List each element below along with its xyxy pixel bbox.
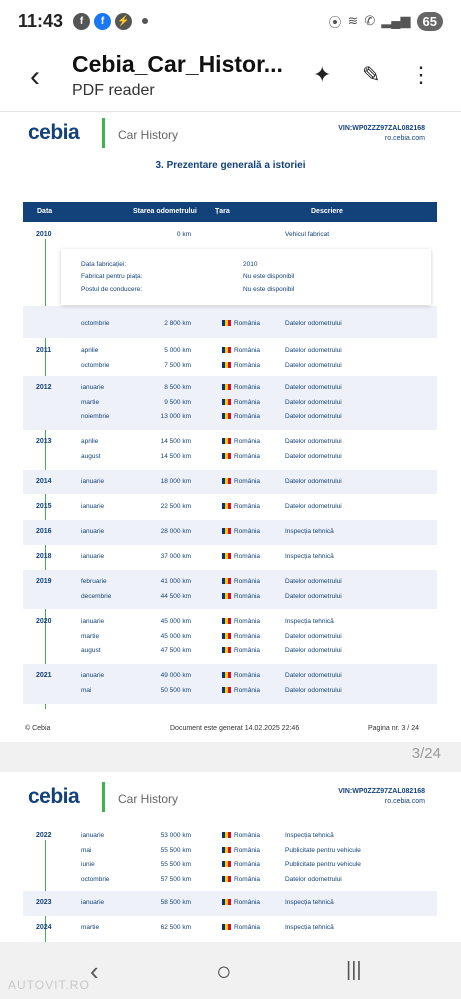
month-value: ianuarie xyxy=(81,384,105,391)
header-date: Data xyxy=(37,208,53,215)
country-value xyxy=(222,899,260,906)
romania-flag-icon xyxy=(222,478,231,484)
app-subtitle: PDF reader xyxy=(72,82,155,99)
country-name: România xyxy=(234,438,261,445)
odometer-value: 44 500 km xyxy=(160,592,191,600)
year-label: 2016 xyxy=(36,528,52,535)
year-label: 2013 xyxy=(36,438,52,445)
country-value xyxy=(222,924,260,931)
month-value: ianuarie xyxy=(81,618,105,625)
popup-value: 2010 xyxy=(243,261,258,268)
description-value: Datelor odometrului xyxy=(285,384,342,391)
table-row xyxy=(23,687,437,701)
description-value: Datelor odometrului xyxy=(285,503,342,510)
year-block xyxy=(23,664,437,704)
pdf-page-4[interactable] xyxy=(0,772,461,942)
table-row xyxy=(23,453,437,467)
year-label: 2015 xyxy=(36,503,52,510)
popup-label: Postul de conducere: xyxy=(81,286,143,293)
odometer-value: 0 km xyxy=(176,231,191,238)
country-value xyxy=(222,384,260,391)
year-label: 2019 xyxy=(36,578,52,585)
country-value xyxy=(222,832,260,839)
romania-flag-icon xyxy=(222,399,231,405)
table-row xyxy=(23,633,437,647)
table-row xyxy=(23,618,437,632)
country-name: România xyxy=(234,528,261,535)
odometer-value: 22 500 km xyxy=(160,503,191,510)
table-row xyxy=(23,231,437,245)
month-value: octombrie xyxy=(81,361,110,369)
odometer-value: 45 000 km xyxy=(160,632,191,640)
notification-app-icon: f xyxy=(73,13,90,30)
description-value: Inspecția tehnică xyxy=(285,618,334,625)
ai-sparkle-icon[interactable]: ✦ xyxy=(313,62,332,87)
country-name: România xyxy=(234,861,261,868)
vin-number: VIN:WP0ZZZ97ZAL082168 xyxy=(338,788,425,795)
country-name: România xyxy=(234,578,261,585)
nav-home-icon[interactable]: ○ xyxy=(216,956,232,986)
table-header xyxy=(23,202,437,222)
country-name: România xyxy=(234,361,261,369)
description-value: Datelor odometrului xyxy=(285,347,342,354)
table-row xyxy=(23,384,437,398)
header-country: Țara xyxy=(215,208,230,215)
description-value: Vehicul fabricat xyxy=(285,231,330,238)
year-block xyxy=(23,338,437,376)
table-row xyxy=(23,593,437,607)
country-value xyxy=(222,861,260,868)
manufacture-info-popup xyxy=(61,249,431,305)
car-history-label: Car History xyxy=(118,128,179,142)
year-block xyxy=(23,609,437,664)
country-name: România xyxy=(234,413,261,420)
year-label: 2018 xyxy=(36,553,52,560)
table-row xyxy=(23,553,437,567)
back-arrow-icon[interactable]: ‹ xyxy=(30,60,40,93)
year-block xyxy=(23,494,437,520)
month-value: ianuarie xyxy=(81,553,105,560)
description-value: Datelor odometrului xyxy=(285,875,342,883)
description-value: Datelor odometrului xyxy=(285,686,342,694)
country-value xyxy=(222,399,260,406)
logo-divider xyxy=(102,782,105,812)
country-value xyxy=(222,503,260,510)
odometer-value: 62 500 km xyxy=(160,924,191,931)
country-name: România xyxy=(234,686,261,694)
country-name: România xyxy=(234,875,261,883)
table-row xyxy=(23,503,437,517)
year-block xyxy=(23,430,437,470)
month-value: august xyxy=(81,452,101,460)
country-name: România xyxy=(234,899,261,906)
odometer-value: 55 500 km xyxy=(160,846,191,854)
romania-flag-icon xyxy=(222,578,231,584)
country-name: România xyxy=(234,672,261,679)
footer-generated: Document este generat 14.02.2025 22:46 xyxy=(170,725,300,732)
romania-flag-icon xyxy=(222,618,231,624)
year-block xyxy=(23,916,437,942)
battery-indicator: 65 xyxy=(417,12,443,31)
country-name: România xyxy=(234,347,261,354)
year-label: 2023 xyxy=(36,899,52,906)
wifi-call-icon: ✆ xyxy=(364,13,376,28)
description-value: Datelor odometrului xyxy=(285,578,342,585)
month-value: martie xyxy=(81,924,100,931)
country-name: România xyxy=(234,924,261,931)
table-row xyxy=(23,876,437,890)
description-value: Datelor odometrului xyxy=(285,672,342,679)
country-value xyxy=(222,478,260,485)
country-name: România xyxy=(234,647,261,654)
vin-number: VIN:WP0ZZZ97ZAL082168 xyxy=(338,125,425,132)
romania-flag-icon xyxy=(222,847,231,853)
country-value xyxy=(222,647,260,654)
country-value xyxy=(222,362,260,369)
romania-flag-icon xyxy=(222,593,231,599)
nav-recents-icon[interactable]: ||| xyxy=(346,959,362,981)
header-odometer: Starea odometrului xyxy=(133,208,197,215)
romania-flag-icon xyxy=(222,899,231,905)
description-value: Datelor odometrului xyxy=(285,438,342,445)
document-title: Cebia_Car_Histor... xyxy=(72,51,283,77)
popup-value: Nu este disponibil xyxy=(243,286,295,293)
messenger-icon: ⚡ xyxy=(115,13,132,30)
odometer-value: 7 500 km xyxy=(164,361,191,369)
odometer-value: 47 500 km xyxy=(160,647,191,654)
year-block xyxy=(23,570,437,609)
country-value xyxy=(222,528,260,535)
month-value: martie xyxy=(81,632,100,640)
site-url[interactable]: ro.cebia.com xyxy=(384,798,425,805)
month-value: aprilie xyxy=(81,347,99,354)
country-value xyxy=(222,687,260,694)
month-value: ianuarie xyxy=(81,478,105,485)
description-value: Datelor odometrului xyxy=(285,413,342,420)
country-value xyxy=(222,347,260,354)
table-row xyxy=(23,438,437,452)
month-value: octombrie xyxy=(81,875,110,883)
country-name: România xyxy=(234,384,261,391)
year-block xyxy=(23,470,437,494)
footer-left: © Cebia xyxy=(25,725,51,732)
odometer-value: 50 500 km xyxy=(160,686,191,694)
odometer-value: 5 000 km xyxy=(164,347,191,354)
year-block xyxy=(23,891,437,916)
description-value: Datelor odometrului xyxy=(285,320,342,327)
year-block xyxy=(23,545,437,570)
year-block xyxy=(23,306,437,338)
country-value xyxy=(222,413,260,420)
pdf-page-3[interactable] xyxy=(0,112,461,742)
country-value xyxy=(222,876,260,883)
logo-divider xyxy=(102,118,105,148)
description-value: Inspecția tehnică xyxy=(285,528,334,535)
country-name: România xyxy=(234,618,261,625)
table-row xyxy=(23,647,437,661)
table-row xyxy=(23,399,437,413)
romania-flag-icon xyxy=(222,438,231,444)
romania-flag-icon xyxy=(222,320,231,326)
month-value: octombrie xyxy=(81,320,110,327)
year-block xyxy=(23,520,437,545)
description-value: Inspecția tehnică xyxy=(285,899,334,906)
table-row xyxy=(23,832,437,846)
country-name: România xyxy=(234,846,261,854)
odometer-value: 14 500 km xyxy=(160,438,191,445)
odometer-value: 49 000 km xyxy=(160,672,191,679)
country-name: România xyxy=(234,503,261,510)
status-time: 11:43 xyxy=(18,10,64,31)
description-value: Datelor odometrului xyxy=(285,647,342,654)
table-row xyxy=(23,847,437,861)
cebia-logo: cebia xyxy=(28,121,80,144)
description-value: Inspecția tehnică xyxy=(285,832,334,839)
car-history-label: Car History xyxy=(118,792,179,806)
romania-flag-icon xyxy=(222,876,231,882)
description-value: Datelor odometrului xyxy=(285,398,342,406)
year-label: 2021 xyxy=(36,672,52,679)
table-row xyxy=(23,578,437,592)
status-bar xyxy=(0,0,461,42)
more-notifications-icon xyxy=(142,18,148,24)
year-label: 2012 xyxy=(36,384,52,391)
month-value: mai xyxy=(81,846,92,854)
signal-icon: ▂▄▆ xyxy=(381,13,411,28)
odometer-value: 14 500 km xyxy=(160,452,191,460)
month-value: ianuarie xyxy=(81,528,105,535)
country-name: România xyxy=(234,553,261,560)
country-name: România xyxy=(234,452,261,460)
nav-back-icon[interactable]: ‹ xyxy=(90,956,99,986)
country-name: România xyxy=(234,592,261,600)
month-value: februarie xyxy=(81,578,107,585)
table-row xyxy=(23,347,437,361)
romania-flag-icon xyxy=(222,687,231,693)
romania-flag-icon xyxy=(222,832,231,838)
table-row xyxy=(23,672,437,686)
description-value: Datelor odometrului xyxy=(285,452,342,460)
year-block xyxy=(23,376,437,430)
romania-flag-icon xyxy=(222,384,231,390)
odometer-value: 28 000 km xyxy=(160,528,191,535)
table-row xyxy=(23,362,437,376)
description-value: Datelor odometrului xyxy=(285,632,342,640)
country-value xyxy=(222,672,260,679)
table-row xyxy=(23,924,437,938)
description-value: Inspecția tehnică xyxy=(285,553,334,560)
year-label: 2010 xyxy=(36,231,52,238)
description-value: Datelor odometrului xyxy=(285,361,342,369)
month-value: mai xyxy=(81,686,92,694)
wifi-icon: ≋ xyxy=(347,13,359,28)
more-options-icon[interactable]: ⋮ xyxy=(410,62,432,87)
country-value xyxy=(222,553,260,560)
country-value xyxy=(222,578,260,585)
romania-flag-icon xyxy=(222,672,231,678)
footer-page-number: Pagina nr. 3 / 24 xyxy=(368,725,419,732)
country-name: România xyxy=(234,832,261,839)
month-value: ianuarie xyxy=(81,672,105,679)
year-label: 2022 xyxy=(36,832,52,839)
month-value: noiembrie xyxy=(81,413,110,420)
romania-flag-icon xyxy=(222,362,231,368)
year-label: 2020 xyxy=(36,618,52,625)
romania-flag-icon xyxy=(222,647,231,653)
year-label: 2011 xyxy=(36,347,52,354)
table-row xyxy=(23,478,437,492)
app-bar xyxy=(0,42,461,112)
table-row xyxy=(23,320,437,334)
romania-flag-icon xyxy=(222,861,231,867)
year-label: 2014 xyxy=(36,478,52,485)
country-name: România xyxy=(234,320,261,327)
year-block xyxy=(23,824,437,891)
odometer-value: 45 000 km xyxy=(160,618,191,625)
odometer-value: 13 000 km xyxy=(160,413,191,420)
description-value: Inspecția tehnică xyxy=(285,924,334,931)
month-value: iunie xyxy=(81,861,95,868)
month-value: august xyxy=(81,647,101,654)
romania-flag-icon xyxy=(222,503,231,509)
edit-icon[interactable]: ✎ xyxy=(362,62,381,87)
table-row xyxy=(23,861,437,875)
description-value: Publicitate pentru vehicule xyxy=(285,861,361,868)
popup-label: Fabricat pentru piața: xyxy=(81,273,143,280)
description-value: Datelor odometrului xyxy=(285,592,342,600)
romania-flag-icon xyxy=(222,347,231,353)
romania-flag-icon xyxy=(222,924,231,930)
popup-value: Nu este disponibil xyxy=(243,273,295,280)
romania-flag-icon xyxy=(222,528,231,534)
month-value: ianuarie xyxy=(81,832,105,839)
country-value xyxy=(222,593,260,600)
month-value: aprilie xyxy=(81,438,99,445)
odometer-value: 9 500 km xyxy=(164,398,191,406)
country-name: România xyxy=(234,398,261,406)
cebia-logo: cebia xyxy=(28,785,80,808)
month-value: ianuarie xyxy=(81,899,105,906)
country-value xyxy=(222,438,260,445)
month-value: ianuarie xyxy=(81,503,105,510)
watermark: AUTOVIT.RO xyxy=(8,978,90,992)
description-value: Datelor odometrului xyxy=(285,478,342,485)
romania-flag-icon xyxy=(222,553,231,559)
table-row xyxy=(23,528,437,542)
table-row xyxy=(23,899,437,913)
page-counter: 3/24 xyxy=(411,745,441,762)
month-value: martie xyxy=(81,398,100,406)
romania-flag-icon xyxy=(222,413,231,419)
section-title: 3. Prezentare generală a istoriei xyxy=(155,160,306,171)
popup-label: Data fabricației: xyxy=(81,261,127,268)
header-description: Descriere xyxy=(311,208,343,215)
country-name: România xyxy=(234,632,261,640)
country-value xyxy=(222,847,260,854)
odometer-value: 57 500 km xyxy=(160,875,191,883)
odometer-value: 18 000 km xyxy=(160,478,191,485)
odometer-value: 2 800 km xyxy=(164,320,191,327)
country-value xyxy=(222,633,260,640)
country-value xyxy=(222,618,260,625)
odometer-value: 41 000 km xyxy=(160,578,191,585)
romania-flag-icon xyxy=(222,633,231,639)
odometer-value: 55 500 km xyxy=(160,861,191,868)
year-label: 2024 xyxy=(36,924,52,931)
description-value: Publicitate pentru vehicule xyxy=(285,846,361,854)
odometer-value: 37 000 km xyxy=(160,553,191,560)
country-value xyxy=(222,453,260,460)
location-icon: ⦿ xyxy=(328,14,342,30)
country-name: România xyxy=(234,478,261,485)
site-url[interactable]: ro.cebia.com xyxy=(384,135,425,142)
odometer-value: 53 000 km xyxy=(160,832,191,839)
table-row xyxy=(23,413,437,427)
facebook-icon: f xyxy=(94,13,111,30)
odometer-value: 58 500 km xyxy=(160,899,191,906)
country-value xyxy=(222,320,260,327)
month-value: decembrie xyxy=(81,592,112,600)
romania-flag-icon xyxy=(222,453,231,459)
odometer-value: 8 500 km xyxy=(164,384,191,391)
